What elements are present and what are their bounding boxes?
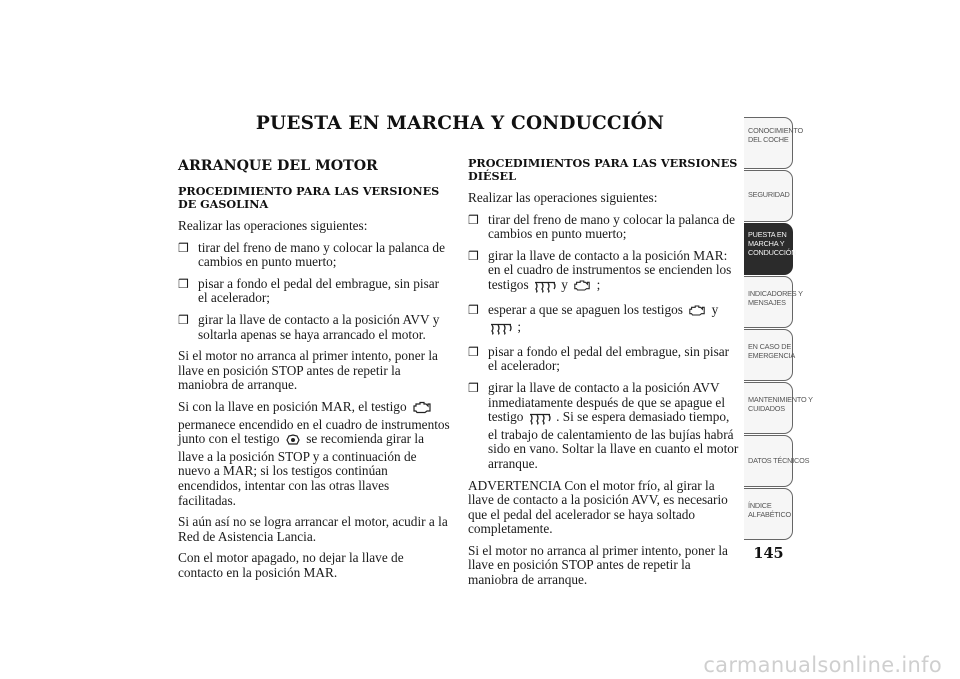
tab-label: MANTENIMIENTO Y xyxy=(748,395,813,404)
checkbox-bullet-icon: ❒ xyxy=(178,312,189,327)
list-item-text: y xyxy=(711,301,719,317)
chapter-tabs xyxy=(744,117,813,541)
page-number: 145 xyxy=(753,545,784,562)
diesel-procedure-title: PROCEDIMIENTOS PARA LAS VERSIONES DIÉSEL xyxy=(468,156,738,183)
tab-puesta-en-marcha[interactable] xyxy=(744,223,797,275)
intro-text: Realizar las operaciones siguientes: xyxy=(178,218,368,233)
tab-label: SEGURIDAD xyxy=(748,190,790,199)
intro-text: Realizar las operaciones siguientes: xyxy=(468,190,658,205)
list-item-text: y xyxy=(561,276,568,292)
paragraph: Si aún así no se logra arrancar el motor, acudir a la Red de Asistencia Lancia. xyxy=(178,514,448,544)
paragraph: Con el motor apagado, no dejar la llave de contacto en la posición MAR. xyxy=(178,550,404,580)
tab-label: EN CASO DE xyxy=(748,342,792,351)
glow-plug-icon xyxy=(534,281,556,296)
tab-label: MENSAJES xyxy=(748,298,786,308)
checkbox-bullet-icon: ❒ xyxy=(178,240,189,255)
page-title: PUESTA EN MARCHA Y CONDUCCIÓN xyxy=(255,113,665,134)
list-item-text: girar la llave de contacto a la posición AVV inmediatamente después de que se apague el testigo xyxy=(488,379,726,425)
checkbox-bullet-icon: ❒ xyxy=(468,212,479,227)
tab-indicadores-y-mensajes[interactable] xyxy=(744,276,803,328)
paragraph-text: permanece encendido en el cuadro de instrumentos junto con el testigo xyxy=(178,416,450,447)
immobilizer-icon xyxy=(285,433,301,450)
watermark xyxy=(0,651,960,679)
engine-warning-icon xyxy=(573,279,591,296)
paragraph-text: Si con la llave en posición MAR, el testigo xyxy=(178,398,407,414)
gasoline-procedure-title: PROCEDIMIENTO PARA LAS VERSIONES DE GASOLINA xyxy=(178,184,440,211)
paragraph: Si el motor no arranca al primer intento, poner la llave en posición STOP antes de repetir la maniobra de arranque. xyxy=(468,542,728,588)
checkbox-bullet-icon: ❒ xyxy=(468,344,479,359)
watermark-text: carmanualsonline.info xyxy=(703,653,942,677)
list-item-text: tirar del freno de mano y colocar la palanca de cambios en punto muerto; xyxy=(488,211,735,242)
list-item xyxy=(468,303,740,338)
list-item xyxy=(468,249,740,296)
tab-label: DATOS TÉCNICOS xyxy=(748,456,810,465)
list-item xyxy=(178,313,450,342)
tab-label: INDICADORES Y xyxy=(748,289,803,298)
list-item-text: ; xyxy=(517,319,522,335)
list-item-text: girar la llave de contacto a la posición AVV y soltarla apenas se haya arrancado el motor. xyxy=(198,311,440,342)
paragraph-text: se recomienda girar la llave a la posición STOP y a continuación de nuevo a MAR; si los testigos continúan encendidos, intentar con las otras llaves facilitadas. xyxy=(178,431,424,508)
tab-label: CUIDADOS xyxy=(748,404,785,414)
list-item xyxy=(178,277,450,306)
list-item-text: ; xyxy=(596,276,601,292)
list-item-text: pisar a fondo el pedal del embrague, sin pisar el acelerador; xyxy=(198,275,440,306)
tab-label: MARCHA Y xyxy=(748,239,785,249)
tab-seguridad[interactable] xyxy=(744,170,793,222)
paragraph: Si el motor no arranca al primer intento, poner la llave en posición STOP antes de repetir la maniobra de arranque. xyxy=(178,348,438,393)
checkbox-bullet-icon: ❒ xyxy=(468,380,479,395)
tab-label: EMERGENCIA xyxy=(748,351,796,361)
list-item xyxy=(468,213,740,242)
left-column xyxy=(178,157,450,587)
tab-mantenimiento-y-cuidados[interactable] xyxy=(744,382,813,434)
engine-warning-icon xyxy=(412,401,432,418)
section-title: ARRANQUE DEL MOTOR xyxy=(178,158,378,174)
list-item-text: esperar a que se apaguen los testigos xyxy=(488,301,683,317)
checkbox-bullet-icon: ❒ xyxy=(178,276,189,291)
tab-label: ALFABÉTICO xyxy=(748,510,792,520)
list-item xyxy=(468,381,740,472)
tab-en-caso-de-emergencia[interactable] xyxy=(744,329,796,381)
tab-label: ÍNDICE xyxy=(748,501,772,510)
tab-label: CONOCIMIENTO xyxy=(748,126,804,135)
list-item xyxy=(468,345,740,374)
list-item xyxy=(178,241,450,270)
engine-warning-icon xyxy=(688,304,706,321)
right-column xyxy=(468,157,740,595)
tab-conocimiento-del-coche[interactable] xyxy=(744,117,804,169)
paragraph xyxy=(178,400,450,508)
tab-indice-alfabetico[interactable] xyxy=(744,488,793,540)
glow-plug-icon xyxy=(529,413,551,428)
checkbox-bullet-icon: ❒ xyxy=(468,248,479,263)
list-item-text: . Si se espera demasiado tiempo, el trabajo de calentamiento de las bujías habrá sido en vano. Soltar la llave en cuanto el motor arranque. xyxy=(488,409,739,471)
tab-label: DEL COCHE xyxy=(748,135,789,145)
list-item-text: pisar a fondo el pedal del embrague, sin pisar el acelerador; xyxy=(488,343,730,374)
checkbox-bullet-icon: ❒ xyxy=(468,302,479,317)
glow-plug-icon xyxy=(490,323,512,338)
tab-label: CONDUCCIÓN xyxy=(748,248,797,258)
warning-paragraph: ADVERTENCIA Con el motor frío, al girar la llave de contacto a la posición AVV, es necesario que el pedal del acelerador se haya soltado completamente. xyxy=(468,477,728,537)
list-item-text: tirar del freno de mano y colocar la palanca de cambios en punto muerto; xyxy=(198,239,445,270)
list-item-text: girar la llave de contacto a la posición MAR: en el cuadro de instrumentos se encienden los testigos xyxy=(488,247,732,292)
tab-datos-tecnicos[interactable] xyxy=(744,435,810,487)
tab-label: PUESTA EN xyxy=(748,230,787,239)
